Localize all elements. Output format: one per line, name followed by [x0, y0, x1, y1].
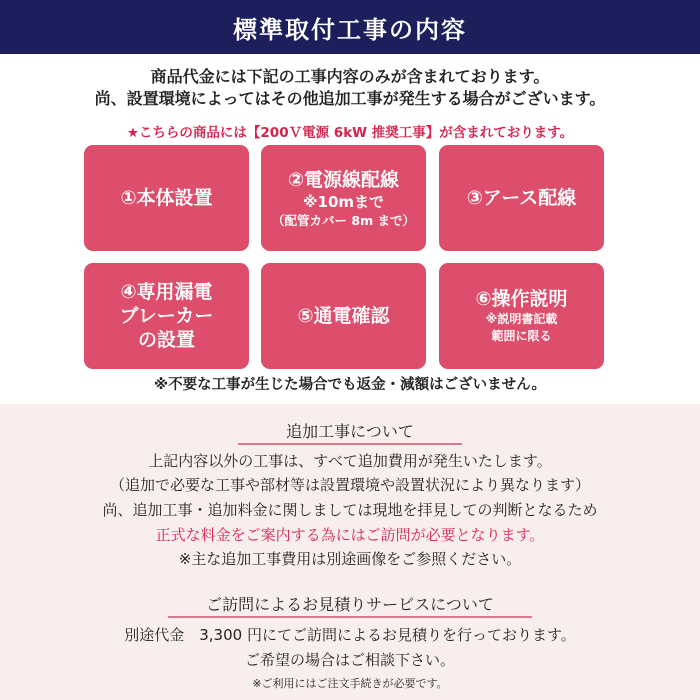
tile-sub-label: ※10mまで [302, 192, 385, 211]
tile-label: ⑤通電確認 [297, 305, 390, 327]
tile-label-line-1: ④専用漏電 [120, 281, 213, 303]
tile-operation-explanation [439, 263, 604, 369]
visit-line-2: ご希望の場合はご相談下さい。 [244, 651, 455, 669]
no-refund-note: ※不要な工事が生じた場合でも返金・減額はございません。 [154, 377, 546, 393]
tile-label: ③アース配線 [466, 187, 577, 209]
tile-label: ①本体設置 [120, 187, 213, 209]
visit-note: ※ご利用にはご注文手続きが必要です。 [252, 677, 448, 690]
tile-earth-wiring [439, 145, 604, 251]
intro-line-2: 尚、設置環境によってはその他追加工事が発生する場合がございます。 [94, 89, 606, 108]
additional-heading-underline [238, 443, 462, 445]
tile-label-line-3: の設置 [137, 329, 195, 351]
header-bar [0, 0, 700, 54]
tile-label: ②電源線配線 [287, 168, 400, 191]
additional-work-heading: 追加工事について [286, 422, 414, 441]
additional-line-5: ※主な追加工事費用は別途画像をご参照ください。 [178, 550, 522, 568]
tile-breaker-installation [84, 263, 249, 369]
page-title: 標準取付工事の内容 [233, 15, 467, 44]
additional-line-3: 尚、追加工事・追加料金に関しましては現地を拝見しての判断となるため [102, 501, 598, 519]
intro-text [0, 66, 700, 110]
tile-small-label-1: ※説明書記載 [485, 312, 558, 326]
tile-body-installation [84, 145, 249, 251]
additional-line-4-highlight: 正式な料金をご案内する為にはご訪問が必要となります。 [155, 526, 545, 544]
visit-line-1: 別途代金 3,300 円にてご訪問によるお見積りを行っております。 [124, 626, 576, 644]
tile-small-label: （配管カバー 8m まで） [272, 212, 415, 228]
tile-small-label-2: 範囲に限る [491, 329, 552, 343]
tile-label: ⑥操作説明 [475, 288, 568, 310]
visit-heading-underline [168, 616, 532, 618]
tile-label-line-2: ブレーカー [119, 305, 214, 327]
included-work-notice: ★こちらの商品には【200Ｖ電源 6kW 推奨工事】が含まれております。 [126, 125, 574, 141]
additional-line-2: （追加で必要な工事や部材等は設置環境や設置状況により異なります） [109, 476, 590, 494]
tile-power-wiring [261, 145, 426, 251]
intro-line-1: 商品代金には下記の工事内容のみが含まれております。 [150, 67, 550, 86]
lower-info-panel [0, 404, 700, 700]
additional-line-1: 上記内容以外の工事は、すべて追加費用が発生いたします。 [148, 452, 552, 470]
tile-power-check [261, 263, 426, 369]
visit-estimate-heading: ご訪問によるお見積りサービスについて [206, 595, 494, 614]
